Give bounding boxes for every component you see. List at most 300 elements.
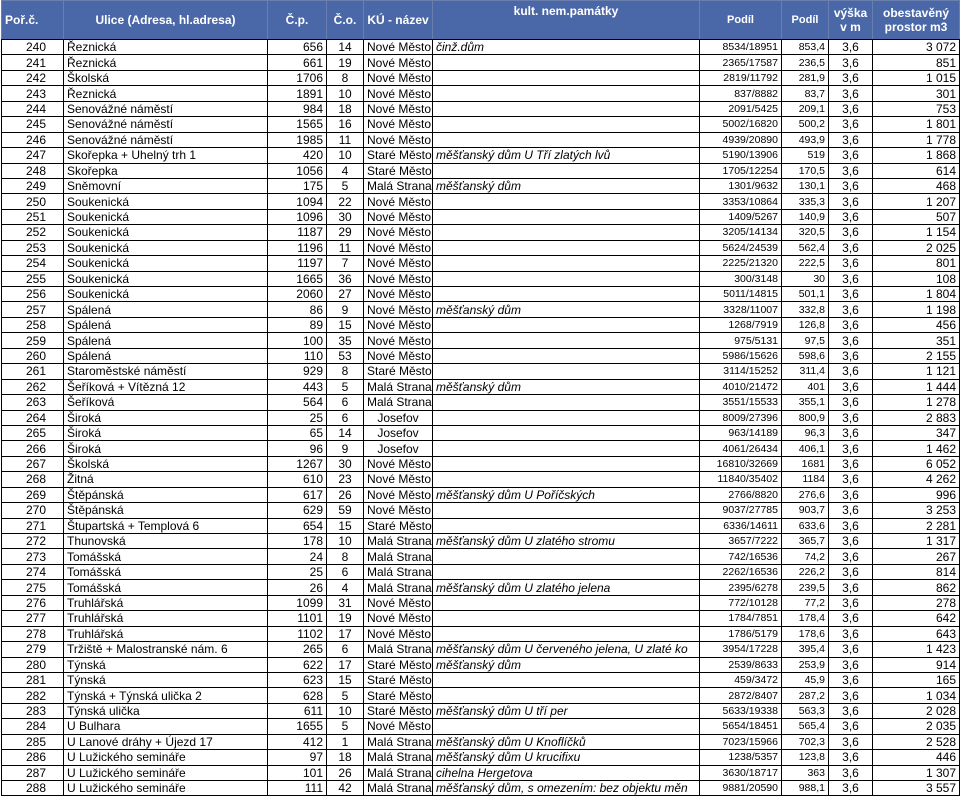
header-cp: Č.p. (268, 1, 327, 40)
cell-co: 11 (327, 240, 364, 255)
cell-co: 22 (327, 194, 364, 209)
cell-vyska: 3,6 (829, 642, 873, 657)
cell-podil-1: 16810/32669 (700, 456, 782, 471)
cell-podil-2: 800,9 (782, 410, 829, 425)
cell-obestaveny: 347 (873, 425, 960, 440)
cell-por: 260 (2, 348, 64, 363)
cell-ulice: Týnská + Týnská ulička 2 (64, 688, 268, 703)
cell-cp: 1099 (268, 595, 327, 610)
cell-vyska: 3,6 (829, 688, 873, 703)
cell-por: 252 (2, 225, 64, 240)
cell-ulice: Spálená (64, 317, 268, 332)
cell-vyska: 3,6 (829, 719, 873, 734)
table-row (2, 765, 960, 780)
cell-podil-1: 3954/17228 (700, 642, 782, 657)
cell-ku: Nové Město (364, 209, 433, 224)
cell-cp: 628 (268, 688, 327, 703)
cell-ku: Nové Město (364, 333, 433, 348)
cell-podil-1: 1238/5357 (700, 750, 782, 765)
cell-vyska: 3,6 (829, 441, 873, 456)
cell-vyska: 3,6 (829, 364, 873, 379)
cell-ku: Nové Město (364, 132, 433, 147)
cell-cp: 1891 (268, 86, 327, 101)
cell-podil-2: 77,2 (782, 595, 829, 610)
cell-kult: cihelna Hergetova (433, 765, 700, 780)
cell-por: 282 (2, 688, 64, 703)
cell-vyska: 3,6 (829, 425, 873, 440)
table-row (2, 487, 960, 502)
cell-vyska: 3,6 (829, 317, 873, 332)
cell-vyska: 3,6 (829, 657, 873, 672)
cell-podil-2: 501,1 (782, 287, 829, 302)
cell-obestaveny: 1 801 (873, 117, 960, 132)
cell-cp: 97 (268, 750, 327, 765)
cell-co: 10 (327, 703, 364, 718)
cell-podil-1: 1409/5267 (700, 209, 782, 224)
cell-co: 36 (327, 271, 364, 286)
cell-ku: Nové Město (364, 194, 433, 209)
cell-vyska: 3,6 (829, 549, 873, 564)
cell-ku: Nové Město (364, 256, 433, 271)
cell-kult: měšťanský dům U červeného jelena, U zlaté ko (433, 642, 700, 657)
cell-ku: Nové Město (364, 611, 433, 626)
cell-podil-1: 975/5131 (700, 333, 782, 348)
cell-ulice: Skořepka (64, 163, 268, 178)
cell-obestaveny: 4 262 (873, 472, 960, 487)
cell-por: 265 (2, 425, 64, 440)
cell-por: 269 (2, 487, 64, 502)
cell-ulice: Spálená (64, 302, 268, 317)
cell-cp: 661 (268, 55, 327, 70)
cell-ulice: Štěpánská (64, 503, 268, 518)
cell-ulice: Šeříková (64, 395, 268, 410)
table-row (2, 456, 960, 471)
cell-obestaveny: 2 281 (873, 518, 960, 533)
cell-podil-1: 3657/7222 (700, 534, 782, 549)
cell-co: 6 (327, 395, 364, 410)
cell-podil-2: 123,8 (782, 750, 829, 765)
cell-ku: Nové Město (364, 40, 433, 55)
cell-podil-1: 4061/26434 (700, 441, 782, 456)
cell-podil-2: 236,5 (782, 55, 829, 70)
cell-obestaveny: 351 (873, 333, 960, 348)
cell-cp: 1985 (268, 132, 327, 147)
cell-cp: 1101 (268, 611, 327, 626)
cell-kult: měšťanský dům U Knoflíčků (433, 734, 700, 749)
cell-co: 18 (327, 101, 364, 116)
table-row (2, 364, 960, 379)
cell-ulice: Spálená (64, 348, 268, 363)
cell-por: 246 (2, 132, 64, 147)
table-row (2, 734, 960, 749)
cell-ku: Staré Město (364, 703, 433, 718)
cell-cp: 1267 (268, 456, 327, 471)
cell-ulice: U Lanové dráhy + Újezd 17 (64, 734, 268, 749)
table-row (2, 642, 960, 657)
cell-obestaveny: 814 (873, 564, 960, 579)
cell-podil-1: 2225/21320 (700, 256, 782, 271)
table-row (2, 317, 960, 332)
cell-podil-2: 1681 (782, 456, 829, 471)
cell-podil-2: 320,5 (782, 225, 829, 240)
cell-vyska: 3,6 (829, 781, 873, 796)
cell-obestaveny: 642 (873, 611, 960, 626)
cell-podil-1: 4010/21472 (700, 379, 782, 394)
cell-ulice: Tomášská (64, 564, 268, 579)
cell-cp: 100 (268, 333, 327, 348)
cell-ku: Nové Město (364, 626, 433, 641)
cell-obestaveny: 1 317 (873, 534, 960, 549)
cell-obestaveny: 1 307 (873, 765, 960, 780)
cell-ulice: Týnská (64, 657, 268, 672)
cell-kult (433, 719, 700, 734)
cell-por: 280 (2, 657, 64, 672)
cell-ku: Nové Město (364, 70, 433, 85)
cell-cp: 2060 (268, 287, 327, 302)
cell-kult: činž.dům (433, 40, 700, 55)
cell-ulice: Soukenická (64, 287, 268, 302)
cell-kult (433, 225, 700, 240)
table-row (2, 333, 960, 348)
cell-podil-1: 1705/12254 (700, 163, 782, 178)
cell-cp: 420 (268, 148, 327, 163)
cell-obestaveny: 1 198 (873, 302, 960, 317)
cell-kult (433, 441, 700, 456)
cell-vyska: 3,6 (829, 472, 873, 487)
cell-obestaveny: 468 (873, 178, 960, 193)
cell-kult (433, 456, 700, 471)
cell-obestaveny: 456 (873, 317, 960, 332)
cell-cp: 611 (268, 703, 327, 718)
cell-podil-2: 598,6 (782, 348, 829, 363)
cell-podil-1: 5654/18451 (700, 719, 782, 734)
cell-ulice: Široká (64, 425, 268, 440)
cell-co: 31 (327, 595, 364, 610)
cell-podil-2: 401 (782, 379, 829, 394)
table-row (2, 564, 960, 579)
cell-ku: Staré Město (364, 518, 433, 533)
table-row (2, 425, 960, 440)
table-row (2, 657, 960, 672)
cell-ku: Malá Strana (364, 178, 433, 193)
cell-co: 26 (327, 765, 364, 780)
cell-podil-2: 126,8 (782, 317, 829, 332)
cell-por: 271 (2, 518, 64, 533)
cell-ku: Josefov (364, 410, 433, 425)
cell-podil-2: 83,7 (782, 86, 829, 101)
cell-podil-1: 837/8882 (700, 86, 782, 101)
cell-co: 5 (327, 719, 364, 734)
cell-ku: Nové Město (364, 225, 433, 240)
cell-kult (433, 549, 700, 564)
cell-ulice: Štupartská + Templová 6 (64, 518, 268, 533)
cell-ulice: Soukenická (64, 256, 268, 271)
cell-kult (433, 194, 700, 209)
cell-obestaveny: 301 (873, 86, 960, 101)
cell-cp: 26 (268, 580, 327, 595)
cell-vyska: 3,6 (829, 132, 873, 147)
cell-ulice: Šeříková + Vítězná 12 (64, 379, 268, 394)
table-row (2, 672, 960, 687)
cell-obestaveny: 614 (873, 163, 960, 178)
cell-ulice: Řeznická (64, 86, 268, 101)
cell-ulice: Školská (64, 456, 268, 471)
header-podil-1: Podíl (700, 1, 782, 40)
cell-podil-1: 3328/11007 (700, 302, 782, 317)
cell-obestaveny: 165 (873, 672, 960, 687)
cell-kult (433, 395, 700, 410)
cell-obestaveny: 914 (873, 657, 960, 672)
cell-obestaveny: 6 052 (873, 456, 960, 471)
cell-kult: měšťanský dům (433, 657, 700, 672)
table-header (2, 1, 960, 40)
cell-ku: Nové Město (364, 317, 433, 332)
cell-obestaveny: 1 154 (873, 225, 960, 240)
table-row (2, 611, 960, 626)
table-row (2, 719, 960, 734)
cell-por: 248 (2, 163, 64, 178)
cell-co: 14 (327, 425, 364, 440)
cell-obestaveny: 1 034 (873, 688, 960, 703)
header-ku: KÚ - název (364, 1, 433, 40)
cell-podil-2: 239,5 (782, 580, 829, 595)
cell-podil-2: 519 (782, 148, 829, 163)
cell-kult (433, 503, 700, 518)
cell-obestaveny: 1 015 (873, 70, 960, 85)
cell-cp: 610 (268, 472, 327, 487)
cell-co: 27 (327, 287, 364, 302)
cell-cp: 110 (268, 348, 327, 363)
cell-co: 19 (327, 611, 364, 626)
cell-kult: měšťanský dům U Poříčských (433, 487, 700, 502)
cell-cp: 1565 (268, 117, 327, 132)
cell-ku: Nové Město (364, 472, 433, 487)
cell-ku: Malá Strana (364, 549, 433, 564)
cell-obestaveny: 753 (873, 101, 960, 116)
cell-podil-2: 178,6 (782, 626, 829, 641)
cell-por: 274 (2, 564, 64, 579)
cell-co: 10 (327, 86, 364, 101)
header-obestaveny: obestavěný prostor m3 (873, 1, 960, 40)
cell-cp: 622 (268, 657, 327, 672)
table-row (2, 302, 960, 317)
cell-cp: 623 (268, 672, 327, 687)
cell-cp: 629 (268, 503, 327, 518)
cell-ulice: Truhlářská (64, 595, 268, 610)
table-row (2, 410, 960, 425)
cell-vyska: 3,6 (829, 703, 873, 718)
cell-obestaveny: 108 (873, 271, 960, 286)
cell-por: 256 (2, 287, 64, 302)
table-row (2, 580, 960, 595)
cell-kult: měšťanský dům U Tří zlatých lvů (433, 148, 700, 163)
cell-kult (433, 410, 700, 425)
cell-podil-1: 3551/15533 (700, 395, 782, 410)
cell-co: 6 (327, 642, 364, 657)
cell-cp: 101 (268, 765, 327, 780)
cell-por: 251 (2, 209, 64, 224)
cell-vyska: 3,6 (829, 456, 873, 471)
cell-co: 9 (327, 441, 364, 456)
cell-podil-1: 5986/15626 (700, 348, 782, 363)
cell-ku: Josefov (364, 425, 433, 440)
cell-podil-1: 9037/27785 (700, 503, 782, 518)
cell-obestaveny: 1 868 (873, 148, 960, 163)
cell-vyska: 3,6 (829, 564, 873, 579)
table-row (2, 750, 960, 765)
cell-co: 8 (327, 364, 364, 379)
cell-podil-1: 5011/14815 (700, 287, 782, 302)
cell-cp: 25 (268, 564, 327, 579)
cell-kult (433, 364, 700, 379)
cell-vyska: 3,6 (829, 534, 873, 549)
cell-kult (433, 117, 700, 132)
cell-podil-1: 3205/14134 (700, 225, 782, 240)
cell-ulice: Soukenická (64, 271, 268, 286)
cell-cp: 1187 (268, 225, 327, 240)
cell-podil-2: 281,9 (782, 70, 829, 85)
cell-ku: Malá Strana (364, 564, 433, 579)
cell-ku: Nové Město (364, 287, 433, 302)
cell-kult (433, 55, 700, 70)
table-row (2, 472, 960, 487)
cell-podil-2: 633,6 (782, 518, 829, 533)
cell-co: 59 (327, 503, 364, 518)
cell-ku: Malá Strana (364, 642, 433, 657)
cell-vyska: 3,6 (829, 580, 873, 595)
cell-co: 5 (327, 688, 364, 703)
cell-kult: měšťanský dům (433, 302, 700, 317)
cell-ku: Nové Město (364, 719, 433, 734)
cell-kult: měšťanský dům (433, 178, 700, 193)
table-row (2, 194, 960, 209)
cell-podil-2: 30 (782, 271, 829, 286)
cell-ulice: Truhlářská (64, 626, 268, 641)
cell-vyska: 3,6 (829, 55, 873, 70)
cell-ku: Malá Strana (364, 580, 433, 595)
table-row (2, 549, 960, 564)
cell-vyska: 3,6 (829, 101, 873, 116)
cell-co: 26 (327, 487, 364, 502)
cell-co: 8 (327, 70, 364, 85)
cell-ku: Malá Strana (364, 379, 433, 394)
cell-cp: 86 (268, 302, 327, 317)
cell-obestaveny: 2 155 (873, 348, 960, 363)
cell-cp: 1196 (268, 240, 327, 255)
cell-kult: měšťanský dům U krucifixu (433, 750, 700, 765)
table-row (2, 703, 960, 718)
cell-podil-1: 2091/5425 (700, 101, 782, 116)
cell-obestaveny: 1 207 (873, 194, 960, 209)
cell-kult (433, 86, 700, 101)
cell-podil-1: 4939/20890 (700, 132, 782, 147)
cell-co: 35 (327, 333, 364, 348)
cell-vyska: 3,6 (829, 163, 873, 178)
cell-ulice: Řeznická (64, 55, 268, 70)
cell-obestaveny: 801 (873, 256, 960, 271)
cell-podil-2: 226,2 (782, 564, 829, 579)
cell-kult (433, 317, 700, 332)
cell-por: 257 (2, 302, 64, 317)
cell-por: 266 (2, 441, 64, 456)
cell-vyska: 3,6 (829, 271, 873, 286)
cell-kult (433, 672, 700, 687)
cell-ku: Nové Město (364, 595, 433, 610)
cell-ulice: Truhlářská (64, 611, 268, 626)
cell-vyska: 3,6 (829, 117, 873, 132)
cell-ku: Staré Město (364, 672, 433, 687)
cell-podil-1: 2766/8820 (700, 487, 782, 502)
cell-ulice: Thunovská (64, 534, 268, 549)
header-podil-2: Podíl (782, 1, 829, 40)
table-row (2, 40, 960, 55)
cell-ulice: Štěpánská (64, 487, 268, 502)
cell-ulice: Soukenická (64, 225, 268, 240)
cell-cp: 25 (268, 410, 327, 425)
cell-ulice: U Lužického semináře (64, 765, 268, 780)
cell-podil-2: 355,1 (782, 395, 829, 410)
cell-por: 250 (2, 194, 64, 209)
cell-vyska: 3,6 (829, 178, 873, 193)
cell-por: 270 (2, 503, 64, 518)
cell-obestaveny: 3 253 (873, 503, 960, 518)
cell-obestaveny: 1 121 (873, 364, 960, 379)
cell-ku: Staré Město (364, 364, 433, 379)
cell-podil-1: 1786/5179 (700, 626, 782, 641)
cell-kult (433, 564, 700, 579)
cell-obestaveny: 1 778 (873, 132, 960, 147)
cell-kult: měšťanský dům U tří per (433, 703, 700, 718)
cell-por: 249 (2, 178, 64, 193)
cell-kult (433, 163, 700, 178)
cell-co: 17 (327, 626, 364, 641)
cell-podil-1: 1301/9632 (700, 178, 782, 193)
cell-podil-1: 3353/10864 (700, 194, 782, 209)
cell-kult (433, 688, 700, 703)
cell-co: 23 (327, 472, 364, 487)
cell-por: 267 (2, 456, 64, 471)
cell-cp: 1102 (268, 626, 327, 641)
cell-ulice: Tomášská (64, 549, 268, 564)
cell-podil-2: 562,4 (782, 240, 829, 255)
cell-ulice: Senovážné náměstí (64, 117, 268, 132)
cell-vyska: 3,6 (829, 518, 873, 533)
cell-vyska: 3,6 (829, 672, 873, 687)
cell-por: 279 (2, 642, 64, 657)
cell-podil-2: 311,4 (782, 364, 829, 379)
cell-podil-1: 8534/18951 (700, 40, 782, 55)
cell-ulice: Týnská ulička (64, 703, 268, 718)
cell-por: 281 (2, 672, 64, 687)
cell-cp: 1056 (268, 163, 327, 178)
cell-kult (433, 472, 700, 487)
cell-vyska: 3,6 (829, 395, 873, 410)
cell-podil-1: 5633/19338 (700, 703, 782, 718)
table-row (2, 379, 960, 394)
cell-co: 30 (327, 456, 364, 471)
cell-por: 277 (2, 611, 64, 626)
cell-por: 253 (2, 240, 64, 255)
cell-ulice: Týnská (64, 672, 268, 687)
cell-obestaveny: 507 (873, 209, 960, 224)
cell-kult (433, 271, 700, 286)
cell-ulice: Řeznická (64, 40, 268, 55)
cell-ku: Staré Město (364, 657, 433, 672)
cell-ulice: Soukenická (64, 194, 268, 209)
cell-vyska: 3,6 (829, 734, 873, 749)
cell-cp: 1197 (268, 256, 327, 271)
cell-kult (433, 425, 700, 440)
